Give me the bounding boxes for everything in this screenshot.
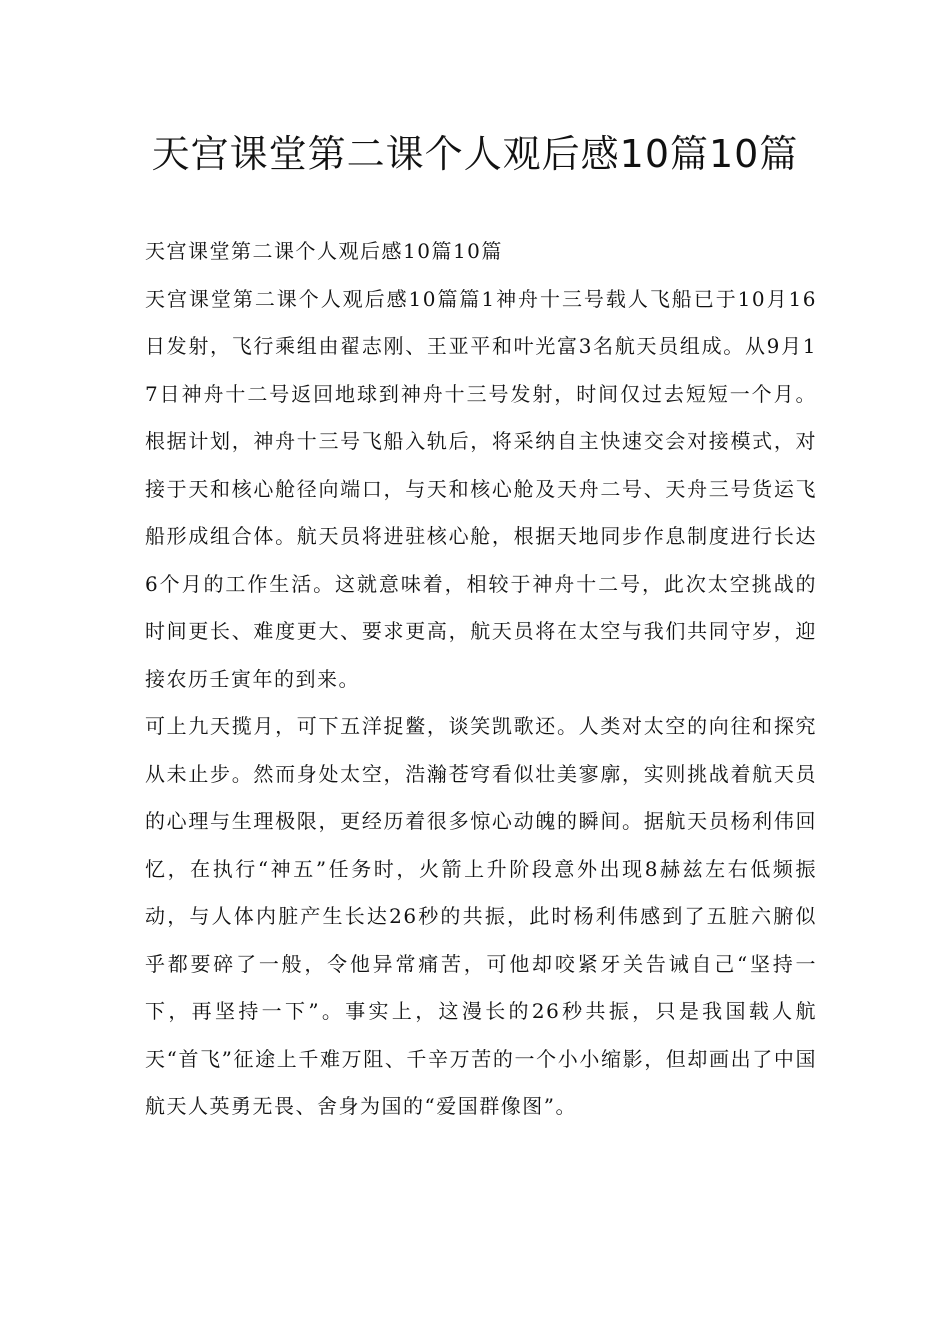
paragraph-1: 天宫课堂第二课个人观后感10篇篇1神舟十三号载人飞船已于10月16日发射，飞行乘组由翟志刚、王亚平和叶光富3名航天员组成。从9月17日神舟十二号返回地球到神舟十三号发射，时间仅过去短短一个月。根据计划，神舟十三号飞船入轨后，将采纳自主快速交会对接模式，对接于天和核心舱径向端口，与天和核心舱及天舟二号、天舟三号货运飞船形成组合体。航天员将进驻核心舱，根据天地同步作息制度进行长达6个月的工作生活。这就意味着，相较于神舟十二号，此次太空挑战的时间更长、难度更大、要求更高，航天员将在太空与我们共同守岁，迎接农历壬寅年的到来。 (145, 286, 817, 691)
document-body (145, 228, 817, 1131)
paragraph-2: 可上九天揽月，可下五洋捉鳖，谈笑凯歌还。人类对太空的向往和探究从未止步。然而身处太空，浩瀚苍穹看似壮美寥廓，实则挑战着航天员的心理与生理极限，更经历着很多惊心动魄的瞬间。据航天员杨利伟回忆，在执行“神五”任务时，火箭上升阶段意外出现8赫兹左右低频振动，与人体内脏产生长达26秒的共振，此时杨利伟感到了五脏六腑似乎都要碎了一般，令他异常痛苦，可他却咬紧牙关告诫自己“坚持一下，再坚持一下”。事实上，这漫长的26秒共振，只是我国载人航天“首飞”征途上千难万阻、千辛万苦的一个小小缩影，但却画出了中国航天人英勇无畏、舍身为国的“爱国群像图”。 (145, 714, 817, 1118)
document-title: 天宫课堂第二课个人观后感10篇10篇 (151, 132, 799, 176)
document-subtitle: 天宫课堂第二课个人观后感10篇10篇 (145, 239, 503, 263)
